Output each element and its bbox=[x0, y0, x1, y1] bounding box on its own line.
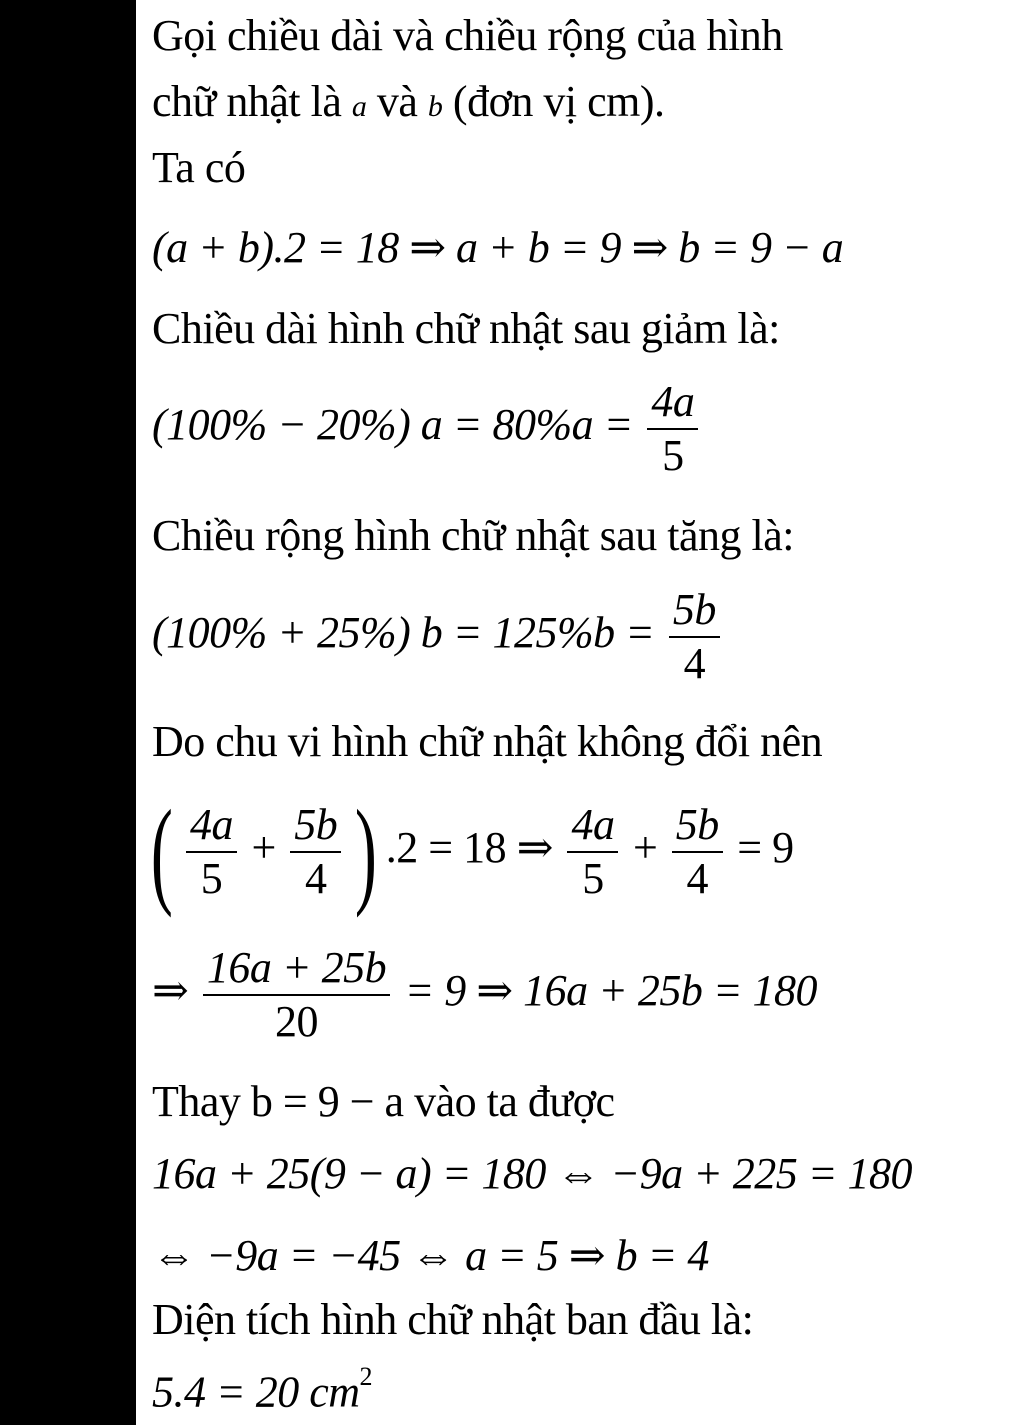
right-paren: ) bbox=[354, 785, 377, 918]
equation-length bbox=[152, 377, 702, 480]
fraction-numerator: 4a bbox=[571, 800, 615, 849]
fraction-denominator: 4 bbox=[305, 854, 327, 903]
fraction-5b-4 bbox=[672, 800, 723, 903]
text-perimeter-unchanged: Do chu vi hình chữ nhật không đổi nên bbox=[152, 717, 823, 766]
fraction-denominator: 4 bbox=[683, 639, 706, 688]
text-line-2-pre: chữ nhật là bbox=[152, 77, 352, 126]
fraction-numerator: 5b bbox=[675, 800, 719, 849]
fraction-denominator: 5 bbox=[200, 854, 223, 903]
plus-sign: + bbox=[251, 823, 276, 873]
text-original-area: Diện tích hình chữ nhật ban đầu là: bbox=[152, 1295, 754, 1344]
fraction-4a-5 bbox=[647, 377, 698, 480]
area-exponent: 2 bbox=[359, 1362, 372, 1391]
fraction-numerator: 4a bbox=[651, 377, 695, 426]
fraction-numerator: 16a + 25b bbox=[206, 943, 387, 992]
plus-sign: + bbox=[632, 823, 658, 873]
equation-combined-result: = 9 ⇒ 16a + 25b = 180 bbox=[404, 966, 818, 1016]
equation-sum-fractions bbox=[150, 785, 794, 918]
var-b: b bbox=[427, 90, 443, 123]
text-substitute: Thay b = 9 − a vào ta được bbox=[152, 1077, 615, 1126]
var-a: a bbox=[351, 90, 367, 123]
fraction-combined bbox=[203, 943, 390, 1046]
fraction-denominator: 4 bbox=[686, 854, 709, 903]
fraction-numerator: 4a bbox=[189, 800, 233, 849]
left-paren: ( bbox=[150, 785, 173, 918]
text-line-1: Gọi chiều dài và chiều rộng của hình bbox=[152, 11, 783, 60]
equation-substituted: 16a + 25(9 − a) = 180 ⇔ −9a + 225 = 180 bbox=[152, 1149, 912, 1198]
equation-length-left: (100% − 20%) a = 80%a = bbox=[152, 400, 633, 450]
fraction-4a-5 bbox=[186, 800, 237, 903]
fraction-numerator: 5b bbox=[294, 800, 338, 849]
text-line-2-post: (đơn vị cm). bbox=[442, 77, 665, 126]
text-line-2-mid: và bbox=[366, 77, 428, 126]
equation-end: = 9 bbox=[737, 823, 794, 873]
implies-sign: ⇒ bbox=[152, 966, 189, 1016]
fraction-denominator: 5 bbox=[582, 854, 604, 903]
equation-solution: ⇔ −9a = −45 ⇔ a = 5 ⇒ b = 4 bbox=[152, 1231, 709, 1280]
area-result: 5.4 = 20 cm bbox=[152, 1367, 360, 1417]
equation-area bbox=[152, 1362, 372, 1417]
solution-page bbox=[136, 0, 1024, 1425]
fraction-numerator: 5b bbox=[672, 585, 716, 634]
fraction-4a-5 bbox=[567, 800, 618, 903]
fraction-5b-4 bbox=[669, 585, 720, 688]
fraction-5b-4 bbox=[290, 800, 341, 903]
text-line-3: Ta có bbox=[152, 143, 246, 192]
equation-middle: .2 = 18 ⇒ bbox=[385, 823, 553, 873]
equation-width-left: (100% + 25%) b = 125%b = bbox=[152, 608, 655, 658]
fraction-denominator: 5 bbox=[662, 431, 684, 480]
text-line-2 bbox=[152, 77, 665, 126]
text-length-after: Chiều dài hình chữ nhật sau giảm là: bbox=[152, 304, 780, 353]
equation-width bbox=[152, 585, 724, 688]
fraction-denominator: 20 bbox=[274, 997, 318, 1046]
text-width-after: Chiều rộng hình chữ nhật sau tăng là: bbox=[152, 511, 794, 560]
equation-combined bbox=[152, 943, 818, 1046]
equation-perimeter: (a + b).2 = 18 ⇒ a + b = 9 ⇒ b = 9 − a bbox=[152, 223, 844, 272]
